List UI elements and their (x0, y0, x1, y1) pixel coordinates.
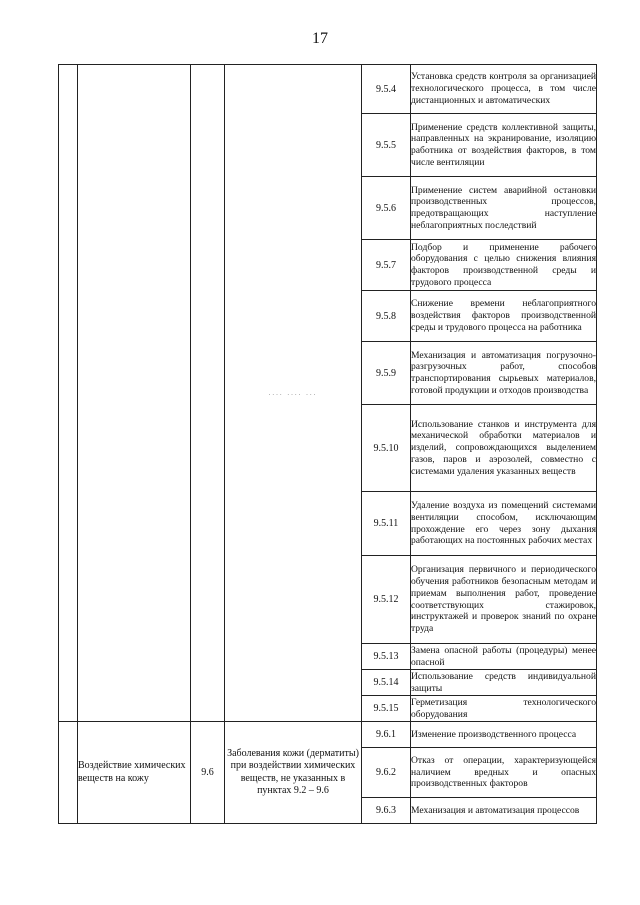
measure-text: Замена опасной работы (процедуры) менее опасной (411, 644, 596, 668)
measure-code: 9.6.1 (362, 722, 411, 748)
measure-text: Герметизация технологического оборудования (411, 696, 596, 720)
faint-marks: .... .... ... (268, 389, 318, 397)
measure-code: 9.5.12 (362, 556, 411, 644)
measure-code: 9.5.14 (362, 670, 411, 696)
blank-cell (78, 65, 191, 722)
measure-code: 9.5.4 (362, 65, 411, 114)
measure-text: Изменение производственного процесса (411, 722, 597, 748)
blank-cell (59, 65, 78, 722)
measure-code: 9.5.5 (362, 114, 411, 177)
measure-text: Механизация и автоматизация погрузочно-разгрузочных работ, способов транспортирования сырьевых материалов, готовой продукции и отходов производства (411, 342, 597, 405)
measure-text: Применение средств коллективной защиты, направленных на экранирование, изоляцию работника от воздействия факторов, в том числе вентиляции (411, 114, 597, 177)
measure-code: 9.6.3 (362, 798, 411, 824)
measure-text: Подбор и применение рабочего оборудования с целью снижения влияния факторов производственной среды и трудового процесса (411, 240, 597, 291)
measure-text: Удаление воздуха из помещений системами вентиляции способом, исключающим прохождение его через зону дыхания работающих на постоянных рабочих местах (411, 492, 597, 556)
measure-text: Механизация и автоматизация процессов (411, 798, 597, 824)
measure-text: Применение систем аварийной остановки производственных процессов, предотвращающих наступление неблагоприятных последствий (411, 177, 597, 240)
measure-text: Организация первичного и периодического обучения работников безопасным методам и приемам выполнения работ, проведение соответствующих стажировок, инструктажей и проверок знаний по охране труда (411, 556, 597, 644)
measure-code: 9.5.13 (362, 644, 411, 670)
measure-code: 9.5.8 (362, 291, 411, 342)
measure-text: Снижение времени неблагоприятного воздействия факторов производственной среды и трудового процесса на работника (411, 291, 597, 342)
measure-code: 9.5.11 (362, 492, 411, 556)
measure-code: 9.5.9 (362, 342, 411, 405)
blank-cell (225, 65, 362, 722)
measure-code: 9.5.10 (362, 405, 411, 492)
table-row (59, 65, 597, 114)
blank-cell (59, 722, 78, 824)
measures-table (58, 64, 597, 824)
disease-cell: Заболевания кожи (дерматиты) при воздействии химических веществ, не указанных в пунктах 9.2 – 9.6 (225, 722, 362, 824)
item-number-cell: 9.6 (191, 722, 225, 824)
measure-code: 9.5.15 (362, 696, 411, 722)
measure-text: Отказ от операции, характеризующейся наличием вредных и опасных производственных факторов (411, 748, 597, 798)
measure-text: Использование средств индивидуальной защиты (411, 670, 596, 694)
measure-code: 9.5.6 (362, 177, 411, 240)
table-row (59, 722, 597, 748)
measure-text: Использование станков и инструмента для механической обработки материалов и изделий, сопровождающихся выделением газов, паров и аэрозолей, совместно с системами удаления указанных веществ (411, 405, 597, 492)
measure-text: Установка средств контроля за организацией технологического процесса, в том числе дистанционных и автоматических (411, 65, 597, 114)
measure-code: 9.6.2 (362, 748, 411, 798)
factor-cell: Воздействие химических веществ на кожу (78, 722, 191, 824)
page-number: 17 (312, 30, 328, 47)
blank-cell (191, 65, 225, 722)
measure-code: 9.5.7 (362, 240, 411, 291)
